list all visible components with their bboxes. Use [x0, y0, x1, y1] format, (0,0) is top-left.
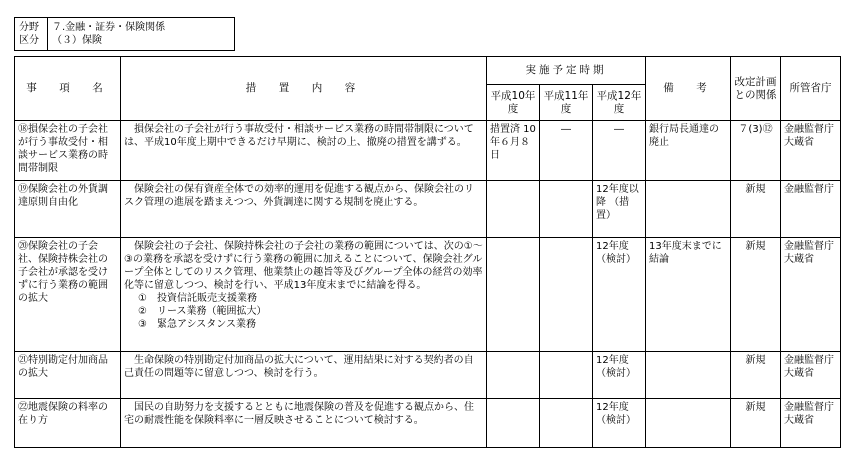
row-fy12: 12年度以降 （措置） — [593, 181, 646, 238]
row-relation: 新規 — [731, 181, 781, 238]
row-fy10 — [487, 399, 540, 448]
category-label-line1: 分野 — [19, 22, 39, 33]
row-measure: 保険会社の保有資産全体での効率的運用を促進する観点から、保険会社のリスク管理の進展を踏まえつつ、外貨調達に関する規制を廃止する。 — [121, 181, 487, 238]
row-remarks — [646, 399, 731, 448]
table-row — [15, 238, 841, 352]
row-fy10 — [487, 181, 540, 238]
row-relation: 新規 — [731, 399, 781, 448]
row-remarks: 銀行局長通達の廃止 — [646, 121, 731, 181]
measures-table — [14, 56, 841, 448]
table-row — [15, 399, 841, 448]
row-ministry: 金融監督庁 — [781, 181, 841, 238]
header-ministry: 所管省庁 — [781, 57, 841, 121]
header-fy11: 平成11年度 — [540, 85, 593, 121]
row-fy12: 12年度 （検討） — [593, 238, 646, 352]
row-item: ㉑特別勘定付加商品の拡大 — [15, 352, 121, 399]
header-measure: 措 置 内 容 — [121, 57, 487, 121]
row-fy10 — [487, 238, 540, 352]
header-relation: 改定計画との関係 — [731, 57, 781, 121]
category-value — [48, 18, 235, 51]
table-row — [15, 181, 841, 238]
row-item: ⑲保険会社の外貨調達原則自由化 — [15, 181, 121, 238]
row-ministry: 金融監督庁 大蔵省 — [781, 121, 841, 181]
header-remarks: 備 考 — [646, 57, 731, 121]
category-label-line2: 区分 — [19, 35, 39, 46]
row-measure: 保険会社の子会社、保険持株会社の子会社の業務の範囲については、次の①～③の業務を承認を受けずに行う業務の範囲に加えることについて、保険会社グループ全体としてのリスク管理、他業禁止の趣旨等及びグループ全体の経営の効率化等に留意しつつ、検討を行い、平成13年度末までに結論を得る。 — [124, 241, 483, 291]
header-item: 事 項 名 — [15, 57, 121, 121]
header-fy12: 平成12年度 — [593, 85, 646, 121]
row-fy12: 12年度 （検討） — [593, 352, 646, 399]
table-row — [15, 352, 841, 399]
row-measure-cell — [121, 238, 487, 352]
row-fy10: 措置済 10年６月８日 — [487, 121, 540, 181]
header-schedule: 実施予定時期 — [487, 57, 646, 85]
header-fy10: 平成10年度 — [487, 85, 540, 121]
row-remarks: 13年度末までに結論 — [646, 238, 731, 352]
row-fy12: 12年度 （検討） — [593, 399, 646, 448]
row-ministry: 金融監督庁 大蔵省 — [781, 352, 841, 399]
row-fy11 — [540, 399, 593, 448]
row-fy10 — [487, 352, 540, 399]
row-remarks — [646, 181, 731, 238]
row-measure: 損保会社の子会社が行う事故受付・相談サービス業務の時間帯制限については、平成10年度上期中できるだけ早期に、検討の上、撤廃の措置を講ずる。 — [121, 121, 487, 181]
row-relation: 新規 — [731, 352, 781, 399]
row-item: ㉒地震保険の料率の在り方 — [15, 399, 121, 448]
category-line2: （３）保険 — [52, 35, 102, 46]
row-relation: ７(3)⑫ — [731, 121, 781, 181]
category-line1: ７.金融・証券・保険関係 — [52, 22, 166, 33]
row-measure: 国民の自助努力を支援するとともに地震保険の普及を促進する観点から、住宅の耐震性能を保険料率に一層反映させることについて検討する。 — [121, 399, 487, 448]
row-fy11: ― — [540, 121, 593, 181]
row-ministry: 金融監督庁 大蔵省 — [781, 399, 841, 448]
category-label — [15, 18, 48, 51]
table-row — [15, 121, 841, 181]
row-ministry: 金融監督庁 大蔵省 — [781, 238, 841, 352]
row-relation: 新規 — [731, 238, 781, 352]
row-item: ⑳保険会社の子会社、保険持株会社の子会社が承認を受けずに行う業務の範囲の拡大 — [15, 238, 121, 352]
sub-item-3: ③ 緊急アシスタンス業務 — [138, 319, 256, 330]
row-fy12: ― — [593, 121, 646, 181]
sub-item-1: ① 投資信託販売支援業務 — [138, 293, 257, 304]
sub-item-2: ② リース業務（範囲拡大） — [138, 306, 267, 317]
row-fy11 — [540, 352, 593, 399]
row-remarks — [646, 352, 731, 399]
row-fy11 — [540, 238, 593, 352]
row-measure: 生命保険の特別勘定付加商品の拡大について、運用結果に対する契約者の自己責任の問題等に留意しつつ、検討を行う。 — [121, 352, 487, 399]
category-box — [14, 17, 235, 51]
row-item: ⑱損保会社の子会社が行う事故受付・相談サービス業務の時間帯制限 — [15, 121, 121, 181]
row-fy11 — [540, 181, 593, 238]
